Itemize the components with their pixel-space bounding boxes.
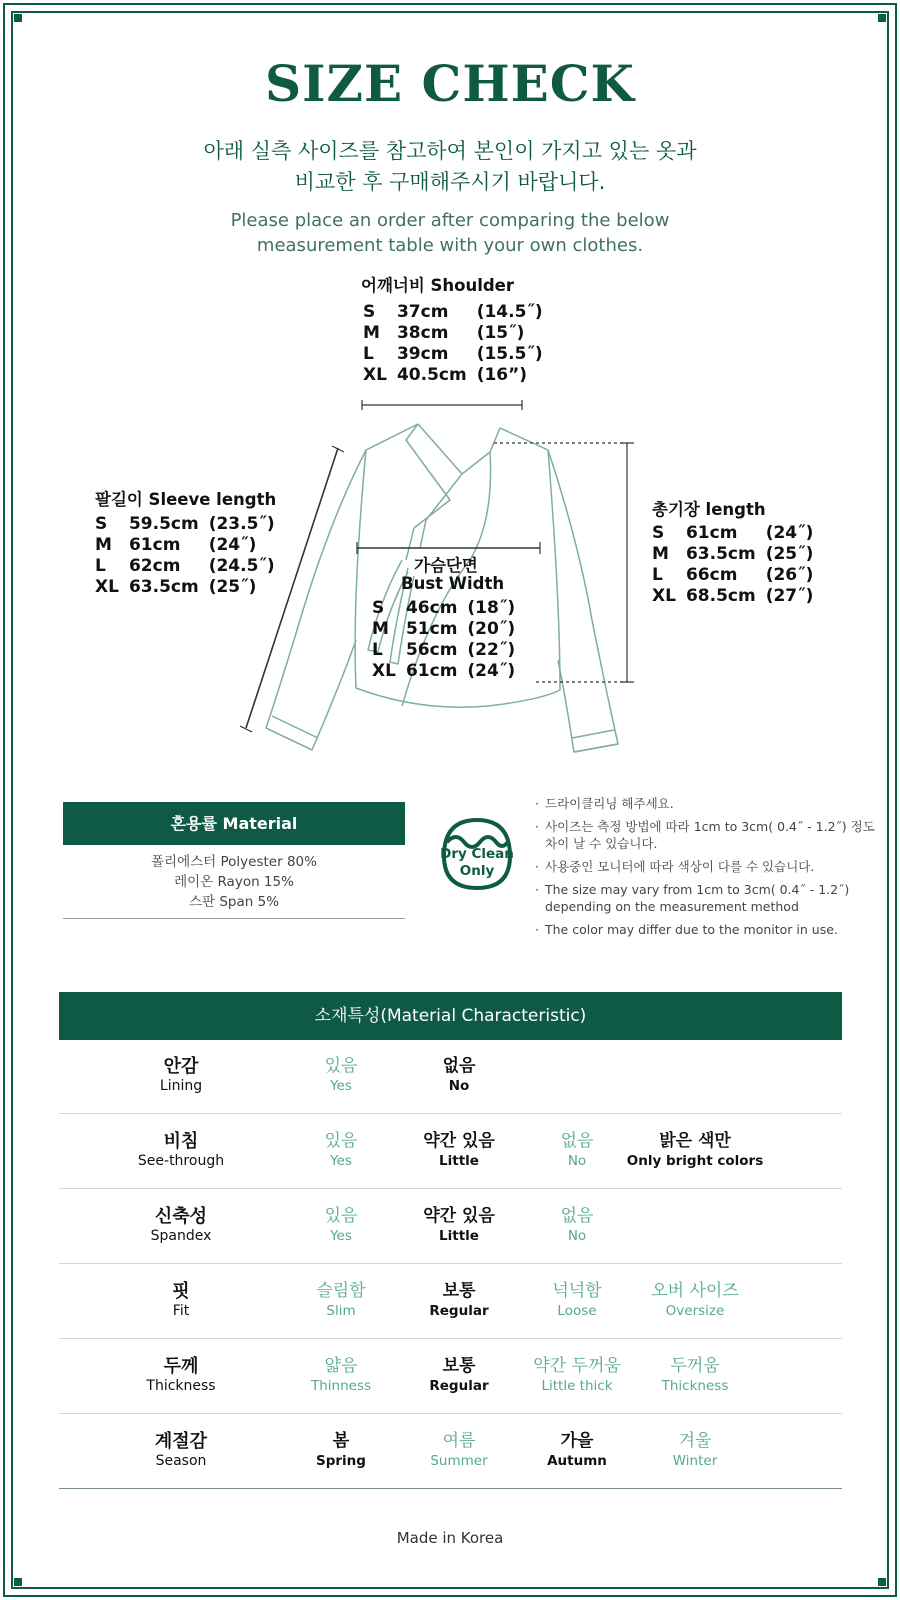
characteristic-row bbox=[59, 1415, 842, 1489]
inch-value: (23.5˝) bbox=[208, 514, 275, 534]
inch-value: (18˝) bbox=[467, 598, 516, 618]
characteristic-row bbox=[59, 1190, 842, 1264]
option-label-en: Little thick bbox=[541, 1378, 613, 1394]
inch-value: (24˝) bbox=[208, 535, 257, 555]
option-label-ko: 겨울 bbox=[678, 1431, 712, 1451]
cm-value: 56cm bbox=[405, 640, 458, 660]
characteristic-label bbox=[111, 1131, 251, 1171]
characteristic-label bbox=[111, 1431, 251, 1471]
material-line: 스판 Span 5% bbox=[188, 894, 280, 910]
care-notes bbox=[533, 795, 883, 944]
made-in-label: Made in Korea bbox=[396, 1529, 504, 1547]
option-label-ko: 없음 bbox=[560, 1206, 594, 1226]
size-label: XL bbox=[363, 365, 387, 385]
characteristic-label-en: Season bbox=[155, 1453, 207, 1469]
jacket-left-sleeve bbox=[266, 450, 366, 750]
jacket-right-cuff-band bbox=[572, 730, 614, 738]
size-label: L bbox=[372, 640, 383, 660]
characteristic-header: 소재특성(Material Characteristic) bbox=[59, 992, 842, 1040]
option-label-ko: 밝은 색만 bbox=[659, 1131, 731, 1151]
inch-value: (15.5˝) bbox=[476, 344, 543, 364]
option-label-ko: 없음 bbox=[442, 1056, 476, 1076]
option-label-ko: 있음 bbox=[324, 1056, 358, 1076]
size-label: L bbox=[363, 344, 374, 364]
cm-value: 68.5cm bbox=[685, 586, 756, 606]
characteristic-option-selected bbox=[389, 1056, 529, 1096]
bust-title-en: Bust Width bbox=[401, 574, 505, 593]
jacket-right-cuff bbox=[574, 744, 618, 752]
option-label-en: Autumn bbox=[547, 1453, 607, 1469]
inch-value: (22˝) bbox=[467, 640, 516, 660]
characteristic-option bbox=[625, 1356, 765, 1396]
corner-square bbox=[14, 1578, 22, 1586]
size-label: M bbox=[95, 535, 112, 555]
inch-value: (27˝) bbox=[765, 586, 814, 606]
cm-value: 61cm bbox=[128, 535, 181, 555]
option-label-ko: 가을 bbox=[560, 1431, 594, 1451]
option-label-ko: 오버 사이즈 bbox=[651, 1281, 739, 1301]
option-label-en: No bbox=[567, 1228, 587, 1244]
inch-value: (16”) bbox=[476, 365, 528, 385]
characteristic-label-en: Fit bbox=[172, 1303, 190, 1319]
size-label: XL bbox=[372, 661, 396, 681]
jacket-collar bbox=[418, 424, 500, 474]
inch-value: (25˝) bbox=[208, 577, 257, 597]
option-label-en: No bbox=[448, 1078, 470, 1094]
option-label-en: Slim bbox=[326, 1303, 356, 1319]
option-label-ko: 약간 있음 bbox=[423, 1131, 495, 1151]
size-label: XL bbox=[95, 577, 119, 597]
sleeve-row bbox=[95, 556, 275, 577]
size-label: S bbox=[372, 598, 385, 618]
characteristic-label-en: Spandex bbox=[150, 1228, 212, 1244]
dry-clean-label-line: Dry Clean bbox=[440, 846, 514, 862]
size-label: L bbox=[652, 565, 663, 585]
bust-title-ko: 가슴단면 bbox=[414, 556, 478, 575]
corner-square bbox=[878, 1578, 886, 1586]
cm-value: 38cm bbox=[396, 323, 449, 343]
cm-value: 40.5cm bbox=[396, 365, 467, 385]
characteristic-row bbox=[59, 1040, 842, 1114]
characteristic-label bbox=[111, 1056, 251, 1096]
option-label-ko: 있음 bbox=[324, 1131, 358, 1151]
care-note: · The size may vary from 1cm to 3cm( 0.4˝ - 1.2˝) depending on the measurement method bbox=[533, 881, 883, 915]
option-label-en: Little bbox=[439, 1228, 479, 1244]
jacket-collar-inner bbox=[420, 474, 462, 548]
shoulder-row bbox=[363, 365, 543, 386]
option-label-ko: 봄 bbox=[332, 1431, 350, 1451]
inch-value: (25˝) bbox=[765, 544, 814, 564]
option-label-ko: 슬림함 bbox=[316, 1281, 366, 1301]
option-label-en: Regular bbox=[429, 1378, 489, 1394]
characteristic-label bbox=[111, 1281, 251, 1321]
size-label: S bbox=[95, 514, 108, 534]
care-note: · 사이즈는 측정 방법에 따라 1cm to 3cm( 0.4˝ - 1.2˝) 정도 차이 날 수 있습니다. bbox=[533, 818, 883, 852]
option-label-en: Winter bbox=[672, 1453, 718, 1469]
option-label-en: Thinness bbox=[310, 1378, 372, 1394]
material-line: 폴리에스터 Polyester 80% bbox=[151, 854, 317, 870]
size-label: XL bbox=[652, 586, 676, 606]
bust-row bbox=[372, 661, 515, 682]
care-note: · The color may differ due to the monitor in use. bbox=[533, 921, 883, 938]
length-row bbox=[652, 565, 813, 586]
sleeve-row bbox=[95, 577, 275, 598]
inch-value: (24.5˝) bbox=[208, 556, 275, 576]
option-label-en: Only bright colors bbox=[626, 1153, 764, 1169]
page-title: SIZE CHECK bbox=[265, 54, 635, 113]
option-label-ko: 여름 bbox=[442, 1431, 476, 1451]
dry-clean-label bbox=[436, 846, 518, 880]
length-row bbox=[652, 523, 813, 544]
cm-value: 63.5cm bbox=[128, 577, 199, 597]
option-label-ko: 넉넉함 bbox=[552, 1281, 602, 1301]
jacket-collar-band bbox=[406, 424, 450, 560]
option-label-en: Regular bbox=[429, 1303, 489, 1319]
option-label-en: Little bbox=[439, 1153, 479, 1169]
shoulder-table bbox=[363, 302, 543, 386]
characteristic-label bbox=[111, 1356, 251, 1396]
size-label: M bbox=[652, 544, 669, 564]
inch-value: (26˝) bbox=[765, 565, 814, 585]
care-note: · 드라이클리닝 해주세요. bbox=[533, 795, 883, 812]
sleeve-row bbox=[95, 514, 275, 535]
cm-value: 63.5cm bbox=[685, 544, 756, 564]
option-label-en: Thickness bbox=[661, 1378, 729, 1394]
size-label: S bbox=[363, 302, 376, 322]
dry-clean-label-line: Only bbox=[459, 863, 495, 879]
characteristic-row bbox=[59, 1115, 842, 1189]
shoulder-title: 어깨너비 Shoulder bbox=[361, 276, 515, 295]
characteristic-option-selected bbox=[625, 1131, 765, 1171]
option-label-en: Spring bbox=[316, 1453, 366, 1469]
bust-row bbox=[372, 619, 515, 640]
length-row bbox=[652, 586, 813, 607]
material-composition bbox=[63, 852, 405, 912]
sleeve-title: 팔길이 Sleeve length bbox=[95, 490, 277, 509]
bust-row bbox=[372, 640, 515, 661]
option-label-en: Oversize bbox=[665, 1303, 725, 1319]
shoulder-row bbox=[363, 323, 543, 344]
material-header: 혼용률 Material bbox=[63, 802, 405, 845]
size-label: M bbox=[372, 619, 389, 639]
characteristic-label bbox=[111, 1206, 251, 1246]
cm-value: 61cm bbox=[405, 661, 458, 681]
shoulder-row bbox=[363, 344, 543, 365]
option-label-en: Loose bbox=[557, 1303, 597, 1319]
size-label: L bbox=[95, 556, 106, 576]
characteristic-label-en: See-through bbox=[137, 1153, 225, 1169]
material-line: 레이온 Rayon 15% bbox=[174, 874, 294, 890]
characteristic-option bbox=[625, 1431, 765, 1471]
characteristic-label-ko: 안감 bbox=[163, 1056, 199, 1077]
korean-intro-line: 비교한 후 구매해주시기 바랍니다. bbox=[294, 170, 606, 194]
characteristic-option bbox=[507, 1206, 647, 1246]
option-label-ko: 두꺼움 bbox=[670, 1356, 720, 1376]
bust-table bbox=[372, 598, 515, 682]
english-intro-line: measurement table with your own clothes. bbox=[256, 235, 644, 256]
cm-value: 61cm bbox=[685, 523, 738, 543]
characteristic-label-ko: 신축성 bbox=[154, 1206, 208, 1227]
option-label-en: Yes bbox=[330, 1153, 352, 1169]
option-label-en: Yes bbox=[330, 1078, 352, 1094]
inch-value: (20˝) bbox=[467, 619, 516, 639]
option-label-ko: 있음 bbox=[324, 1206, 358, 1226]
cm-value: 37cm bbox=[396, 302, 449, 322]
english-intro-line: Please place an order after comparing the below bbox=[230, 210, 670, 231]
cm-value: 59.5cm bbox=[128, 514, 199, 534]
characteristic-label-ko: 두께 bbox=[163, 1356, 199, 1377]
sleeve-measure-cap bbox=[332, 446, 344, 452]
inch-value: (24˝) bbox=[765, 523, 814, 543]
characteristic-label-en: Lining bbox=[159, 1078, 203, 1094]
care-note: · 사용중인 모니터에 따라 색상이 다를 수 있습니다. bbox=[533, 858, 883, 875]
size-label: M bbox=[363, 323, 380, 343]
korean-intro-line: 아래 실측 사이즈를 참고하여 본인이 가지고 있는 옷과 bbox=[203, 139, 697, 163]
cm-value: 39cm bbox=[396, 344, 449, 364]
inch-value: (15˝) bbox=[476, 323, 525, 343]
cm-value: 46cm bbox=[405, 598, 458, 618]
sleeve-table bbox=[95, 514, 275, 598]
sleeve-row bbox=[95, 535, 275, 556]
length-title: 총기장 length bbox=[652, 500, 766, 519]
characteristic-row bbox=[59, 1265, 842, 1339]
option-label-ko: 없음 bbox=[560, 1131, 594, 1151]
cm-value: 62cm bbox=[128, 556, 181, 576]
size-label: S bbox=[652, 523, 665, 543]
characteristic-option bbox=[625, 1281, 765, 1321]
length-row bbox=[652, 544, 813, 565]
characteristic-row bbox=[59, 1340, 842, 1414]
inch-value: (24˝) bbox=[467, 661, 516, 681]
shoulder-row bbox=[363, 302, 543, 323]
option-label-en: Yes bbox=[330, 1228, 352, 1244]
length-table bbox=[652, 523, 813, 607]
cm-value: 51cm bbox=[405, 619, 458, 639]
material-divider bbox=[63, 918, 405, 919]
option-label-en: No bbox=[567, 1153, 587, 1169]
characteristic-label-ko: 비침 bbox=[163, 1131, 199, 1152]
option-label-ko: 보통 bbox=[442, 1356, 476, 1376]
characteristic-label-ko: 핏 bbox=[172, 1281, 190, 1302]
option-label-ko: 약간 있음 bbox=[423, 1206, 495, 1226]
characteristic-label-ko: 계절감 bbox=[154, 1431, 208, 1452]
cm-value: 66cm bbox=[685, 565, 738, 585]
bust-row bbox=[372, 598, 515, 619]
option-label-en: Summer bbox=[430, 1453, 488, 1469]
option-label-ko: 약간 두꺼움 bbox=[533, 1356, 621, 1376]
option-label-ko: 보통 bbox=[442, 1281, 476, 1301]
option-label-ko: 얇음 bbox=[324, 1356, 358, 1376]
characteristic-label-en: Thickness bbox=[146, 1378, 216, 1394]
inch-value: (14.5˝) bbox=[476, 302, 543, 322]
